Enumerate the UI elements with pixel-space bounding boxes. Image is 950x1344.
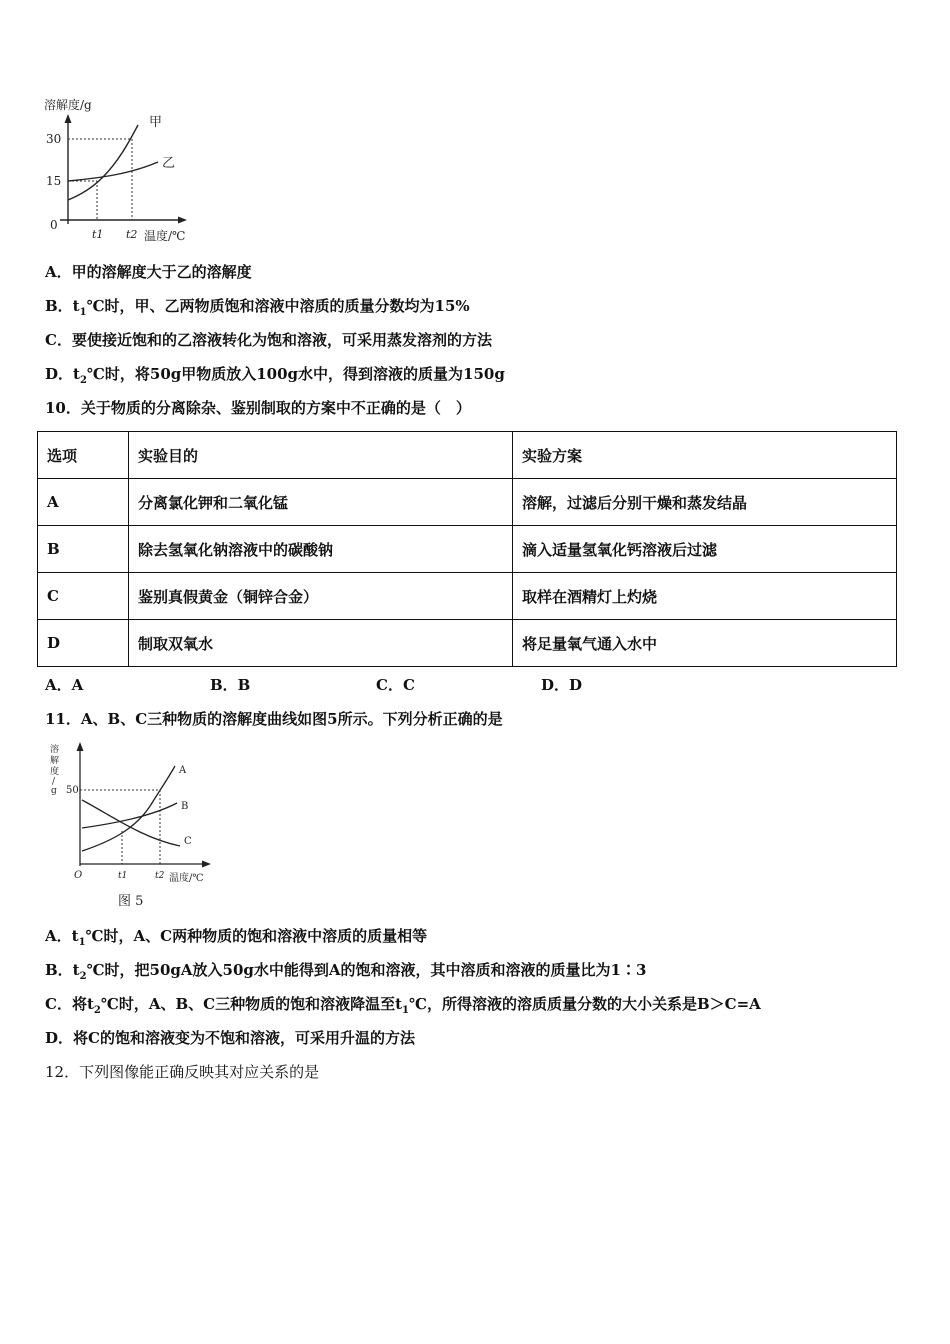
q11-x-arrow — [202, 861, 211, 868]
q11-tick-t2: t2 — [155, 871, 165, 881]
q11-option-c — [45, 993, 761, 1016]
q11-option-a-post: ℃时，A、C两种物质的饱和溶液中溶质的质量相等 — [85, 927, 428, 945]
table-header-row — [38, 432, 897, 479]
header-plan: 实验方案 — [513, 432, 897, 479]
q9-option-d-sub: 2 — [79, 375, 87, 386]
q11-option-b-sub: 2 — [79, 971, 87, 982]
q9-option-d — [45, 363, 505, 386]
q9-y-arrow — [65, 114, 72, 123]
q11-graph-xlabel: 温度/℃ — [169, 873, 204, 884]
row-b-plan: 滴入适量氢氧化钙溶液后过滤 — [513, 526, 897, 573]
row-b-purpose: 除去氢氧化钠溶液中的碳酸钠 — [129, 526, 513, 573]
q11-ylabel-char-4: / — [52, 777, 56, 787]
q11-solubility-graph — [42, 738, 222, 913]
q11-curve-b — [82, 803, 177, 828]
row-a-plan: 溶解，过滤后分别干燥和蒸发结晶 — [513, 479, 897, 526]
q11-ylabel-char-3: 度 — [50, 767, 60, 777]
row-c-plan: 取样在酒精灯上灼烧 — [513, 573, 897, 620]
table-row — [38, 620, 897, 667]
q9-curve-jia — [68, 125, 138, 200]
q9-x-arrow — [178, 217, 187, 224]
table-row — [38, 573, 897, 620]
q11-option-c-sub2: 1 — [402, 1005, 409, 1016]
q11-ylabel-char-2: 解 — [50, 756, 60, 766]
row-b-option: B — [38, 526, 129, 573]
q11-ylabel-char-5: g — [51, 786, 57, 796]
q9-option-c: C．要使接近饱和的乙溶液转化为饱和溶液，可采用蒸发溶剂的方法 — [45, 331, 492, 349]
q10-choice-b: B．B — [210, 676, 251, 694]
header-option: 选项 — [38, 432, 129, 479]
q9-option-b-sub: 1 — [79, 307, 87, 318]
q9-tick-t1: t1 — [92, 228, 104, 241]
q11-y-arrow — [77, 742, 84, 751]
q9-option-b — [45, 295, 470, 318]
row-a-option: A — [38, 479, 129, 526]
q11-stem: 11．A、B、C三种物质的溶解度曲线如图5所示。下列分析正确的是 — [45, 710, 503, 728]
q10-choice-d: D．D — [541, 676, 583, 694]
q11-label-b: B — [181, 801, 189, 812]
q9-option-d-pre: D．t — [45, 365, 80, 383]
q10-stem: 10．关于物质的分离除杂、鉴别制取的方案中不正确的是（ ） — [45, 399, 471, 417]
q11-option-a-sub: 1 — [78, 937, 86, 948]
q11-origin: O — [74, 870, 83, 881]
q9-solubility-graph — [40, 92, 210, 247]
row-d-option: D — [38, 620, 129, 667]
q9-option-a: A．甲的溶解度大于乙的溶解度 — [45, 263, 252, 281]
table-row — [38, 526, 897, 573]
q11-option-a — [45, 925, 427, 948]
q9-tick-15: 15 — [46, 174, 62, 188]
table-row — [38, 479, 897, 526]
q9-tick-t2: t2 — [126, 228, 138, 241]
q9-tick-0: 0 — [50, 218, 58, 232]
q10-choice-a: A．A — [45, 676, 84, 694]
q10-table — [37, 431, 897, 667]
q12-stem: 12．下列图像能正确反映其对应关系的是 — [45, 1063, 320, 1081]
header-purpose: 实验目的 — [129, 432, 513, 479]
q11-option-c-post: ℃，所得溶液的溶质质量分数的大小关系是B＞C=A — [408, 995, 761, 1013]
q11-option-c-pre: C．将t — [45, 995, 94, 1013]
row-a-purpose: 分离氯化钾和二氧化锰 — [129, 479, 513, 526]
q11-option-c-mid: ℃时，A、B、C三种物质的饱和溶液降温至t — [100, 995, 403, 1013]
q11-tick-50: 50 — [66, 785, 79, 796]
q11-label-c: C — [184, 836, 192, 847]
q11-option-c-sub: 2 — [93, 1005, 101, 1016]
q11-option-b-post: ℃时，把50gA放入50g水中能得到A的饱和溶液，其中溶质和溶液的质量比为1∶3 — [86, 961, 647, 979]
row-c-purpose: 鉴别真假黄金（铜锌合金） — [129, 573, 513, 620]
q11-option-a-pre: A．t — [45, 927, 79, 945]
q11-tick-t1: t1 — [118, 871, 128, 881]
q11-label-a: A — [179, 765, 187, 776]
q11-option-b-pre: B．t — [45, 961, 80, 979]
row-c-option: C — [38, 573, 129, 620]
q11-option-b — [45, 959, 646, 982]
q11-curve-c — [82, 800, 180, 846]
q9-tick-30: 30 — [46, 132, 62, 146]
q11-ylabel-char-1: 溶 — [50, 745, 60, 755]
q10-choice-c: C．C — [376, 676, 415, 694]
q9-option-b-post: ℃时，甲、乙两物质饱和溶液中溶质的质量分数均为15% — [86, 297, 470, 315]
q9-label-yi: 乙 — [162, 156, 176, 171]
q9-option-b-pre: B．t — [45, 297, 80, 315]
q9-label-jia: 甲 — [149, 115, 163, 130]
q9-graph-xlabel: 温度/℃ — [144, 229, 186, 243]
q11-graph-caption: 图 5 — [118, 894, 144, 909]
q9-option-d-post: ℃时，将50g甲物质放入100g水中，得到溶液的质量为150g — [86, 365, 505, 383]
row-d-plan: 将足量氧气通入水中 — [513, 620, 897, 667]
q11-option-d: D．将C的饱和溶液变为不饱和溶液，可采用升温的方法 — [45, 1029, 415, 1047]
q9-graph-ylabel: 溶解度/g — [44, 98, 92, 112]
row-d-purpose: 制取双氧水 — [129, 620, 513, 667]
